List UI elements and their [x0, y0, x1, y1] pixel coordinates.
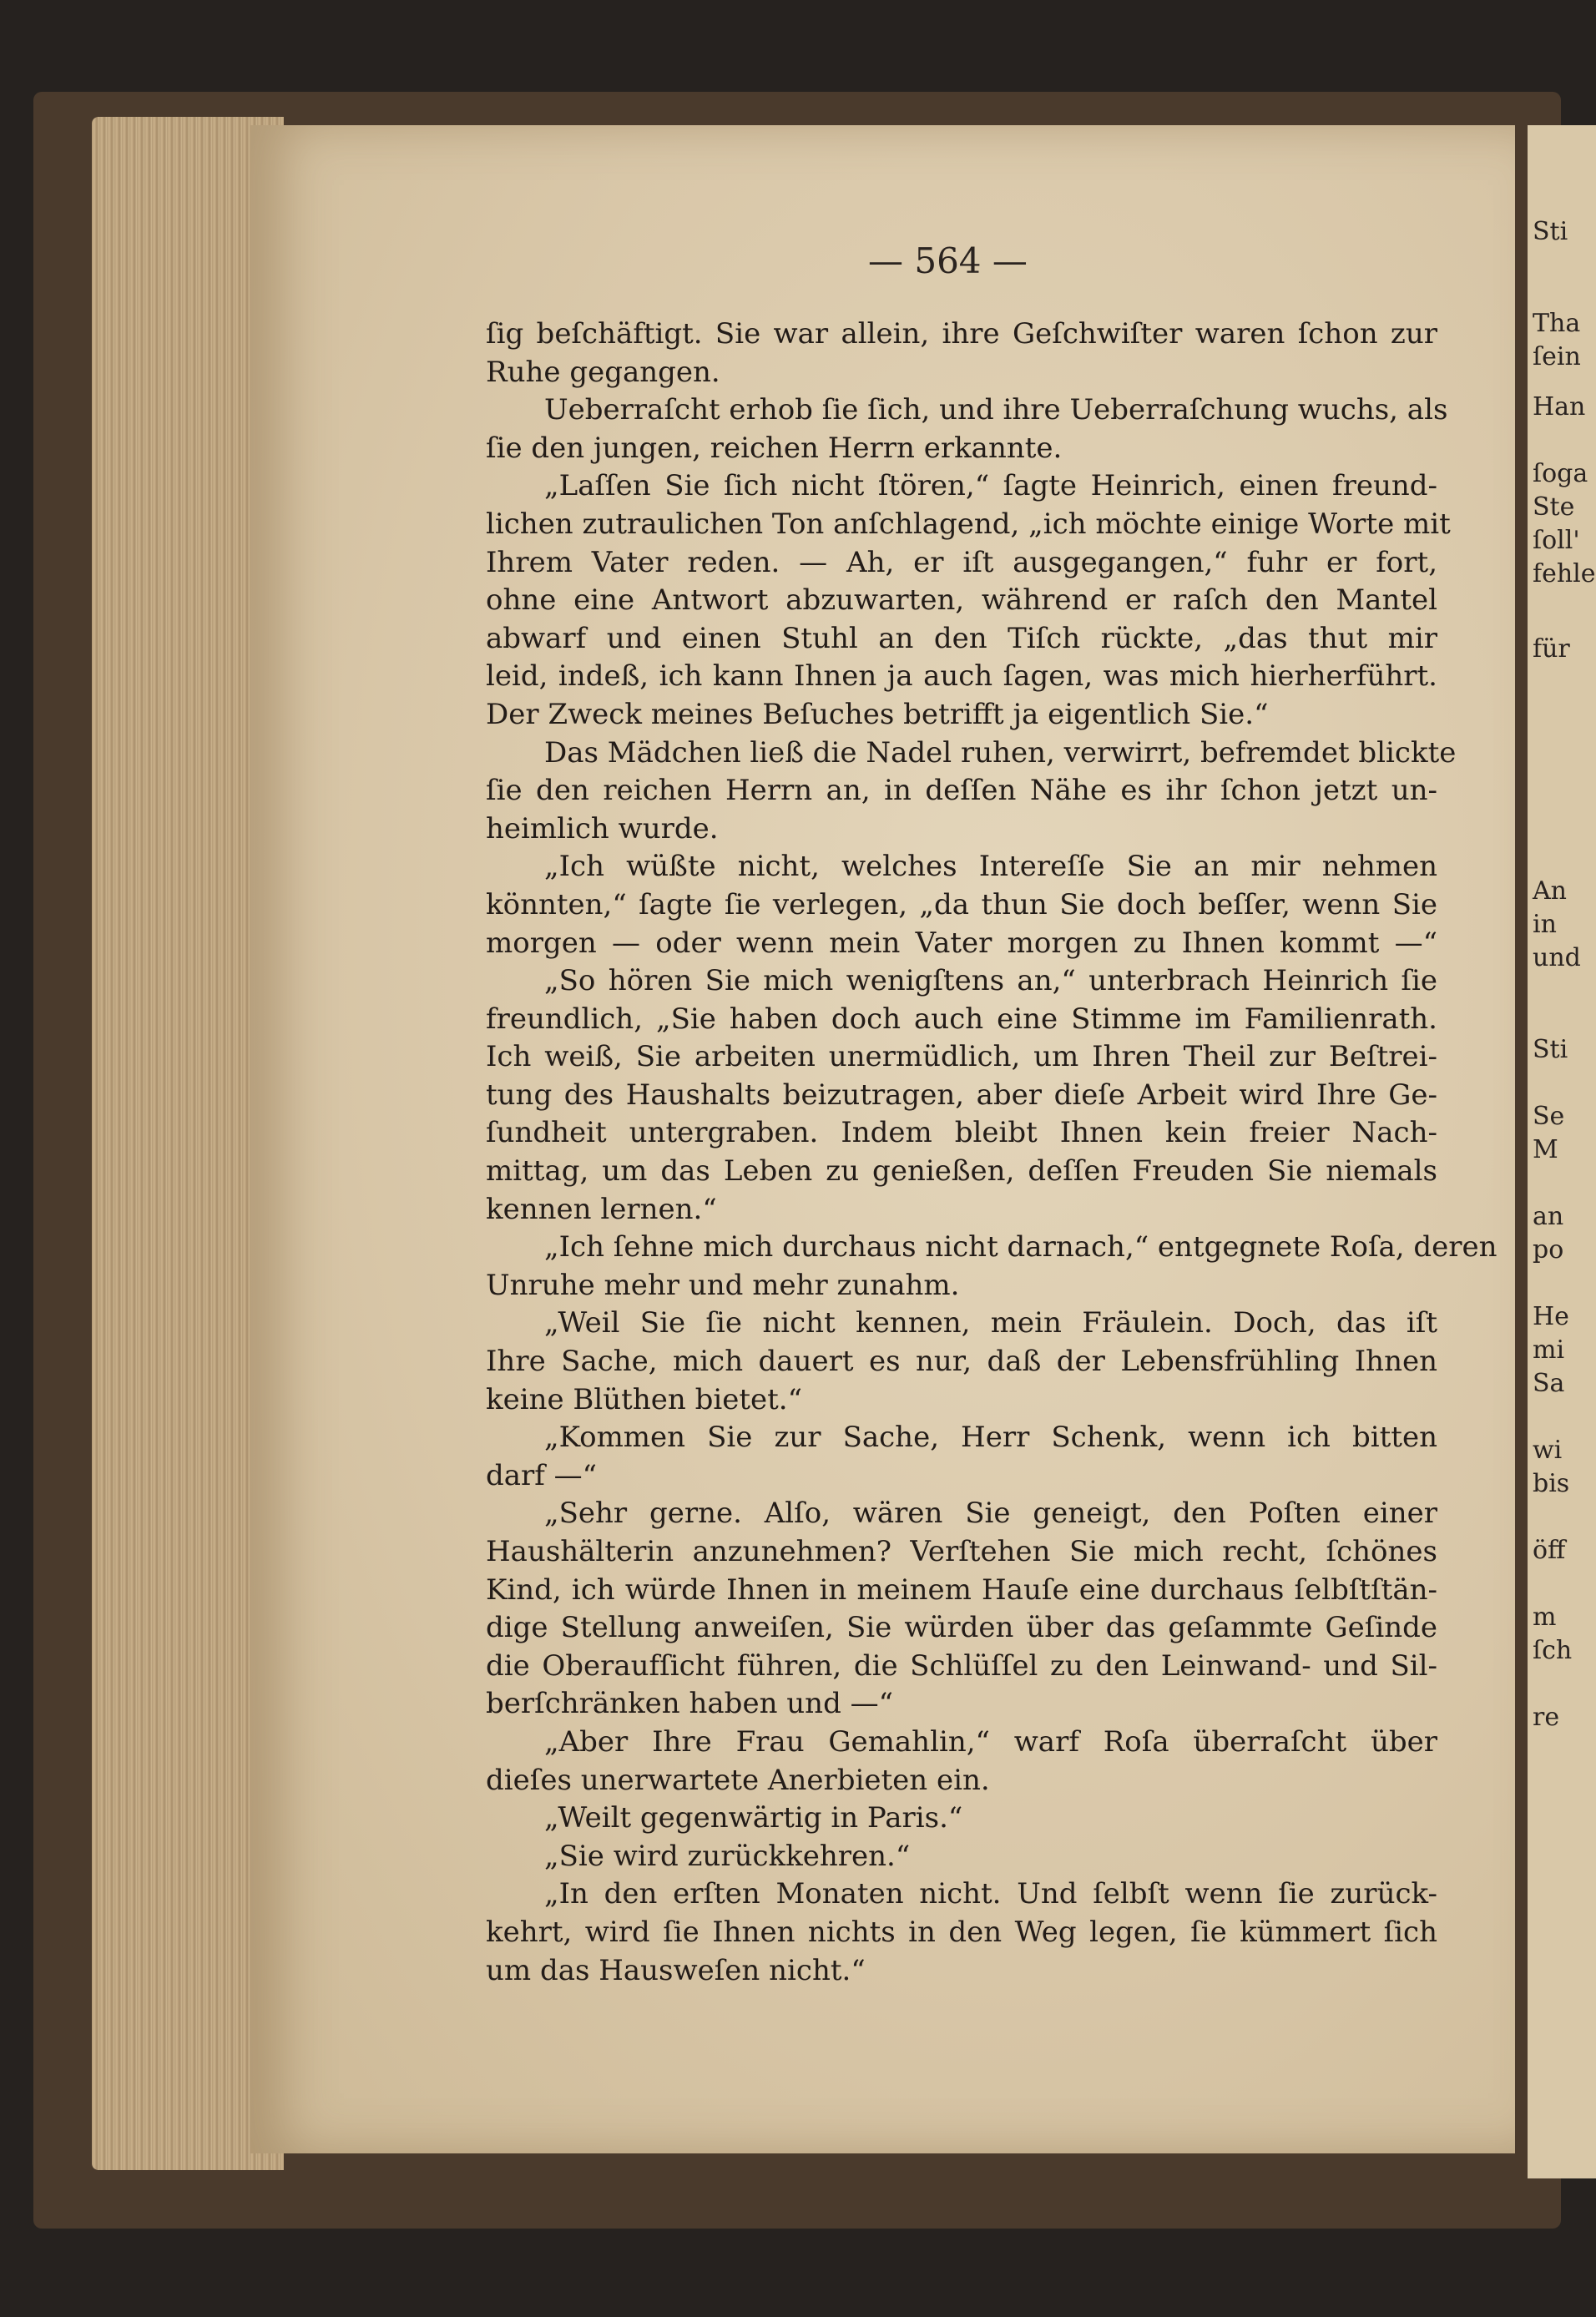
text-line: keine Blüthen bietet.“ [486, 1382, 802, 1416]
text-line: abwarf und einen Stuhl an den Tiſch rückte, „das thut mir [486, 621, 1437, 655]
text-line: die Oberaufſicht führen, die Schlüſſel zu den Leinwand- und Sil- [486, 1648, 1437, 1683]
next-page-fragment: Se [1533, 1102, 1565, 1131]
next-page-fragment: an [1533, 1202, 1564, 1231]
next-page-fragment: He [1533, 1302, 1569, 1331]
text-line: kennen lernen.“ [486, 1192, 717, 1226]
next-page-fragment: po [1533, 1235, 1564, 1265]
text-line: Ihrem Vater reden. — Ah, er iſt ausgegangen,“ fuhr er fort, [486, 545, 1437, 579]
text-line: kehrt, wird ſie Ihnen nichts in den Weg legen, ſie kümmert ſich [486, 1915, 1437, 1949]
text-line: könnten,“ ſagte ſie verlegen, „da thun Sie doch beſſer, wenn Sie [486, 887, 1437, 921]
text-line: leid, indeß, ich kann Ihnen ja auch ſagen, was mich hierherführt. [486, 659, 1437, 694]
text-line: ſie den jungen, reichen Herrn erkannte. [486, 431, 1063, 465]
text-line: ſie den reichen Herrn an, in deſſen Nähe es ihr ſchon jetzt un- [486, 774, 1437, 808]
page-number: — 564 — [868, 240, 1028, 281]
text-line: ſig beſchäftigt. Sie war allein, ihre Geſchwiſter waren ſchon zur [486, 317, 1437, 351]
text-line: „Ich ſehne mich durchaus nicht darnach,“ entgegnete Roſa, deren [544, 1230, 1498, 1265]
text-line: dige Stellung anweiſen, Sie würden über das geſammte Geſinde [486, 1611, 1437, 1645]
text-line: Ich weiß, Sie arbeiten unermüdlich, um Ihren Theil zur Beſtrei- [486, 1040, 1437, 1074]
text-line: berſchränken haben und —“ [486, 1687, 894, 1721]
next-page-fragment: mi [1533, 1335, 1565, 1365]
text-line: ohne eine Antwort abzuwarten, während er raſch den Mantel [486, 583, 1437, 618]
next-page-fragment: ſoll' [1533, 526, 1580, 555]
text-line: „So hören Sie mich wenigſtens an,“ unterbrach Heinrich ſie [544, 964, 1437, 998]
next-page-fragment: m [1533, 1603, 1557, 1632]
text-line: Unruhe mehr und mehr zunahm. [486, 1268, 960, 1302]
next-page-fragment: ſch [1533, 1636, 1573, 1665]
next-page-fragment: bis [1533, 1469, 1570, 1498]
text-line: darf —“ [486, 1458, 598, 1492]
text-line: „Weil Sie ſie nicht kennen, mein Fräulein. Doch, das iſt [544, 1306, 1437, 1340]
text-line: tung des Haushalts beizutragen, aber dieſe Arbeit wird Ihre Ge- [486, 1078, 1437, 1112]
next-page-fragment: An [1533, 876, 1567, 906]
text-line: „Ich wüßte nicht, welches Intereſſe Sie an mir nehmen [544, 850, 1437, 884]
next-page-fragment: und [1533, 943, 1581, 972]
text-line: freundlich, „Sie haben doch auch eine Stimme im Familienrath. [486, 1002, 1437, 1036]
text-line: ſundheit untergraben. Indem bleibt Ihnen kein freier Nach- [486, 1116, 1437, 1150]
next-page-fragment: re [1533, 1703, 1560, 1732]
next-page-fragment: ſoga [1533, 459, 1588, 488]
next-page-edge [1528, 125, 1596, 2178]
text-line: um das Hausweſen nicht.“ [486, 1953, 866, 1987]
next-page-fragment: wi [1533, 1436, 1563, 1465]
next-page-fragment: Sa [1533, 1369, 1565, 1398]
text-line: „Sie wird zurückkehren.“ [544, 1839, 911, 1873]
text-line: Der Zweck meines Beſuches betrifft ja eigentlich Sie.“ [486, 697, 1269, 731]
next-page-fragment: fehle [1533, 559, 1596, 588]
text-line: Ueberraſcht erhob ſie ſich, und ihre Ueberraſchung wuchs, als [544, 393, 1448, 427]
next-page-fragment: Ste [1533, 492, 1575, 522]
text-line: Ihre Sache, mich dauert es nur, daß der Lebensfrühling Ihnen [486, 1345, 1437, 1379]
text-line: lichen zutraulichen Ton anſchlagend, „ich möchte einige Worte mit [486, 507, 1451, 541]
text-line: mittag, um das Leben zu genießen, deſſen Freuden Sie niemals [486, 1154, 1437, 1189]
text-line: dieſes unerwartete Anerbieten ein. [486, 1763, 990, 1797]
text-line: Haushälterin anzunehmen? Verſtehen Sie mich recht, ſchönes [486, 1535, 1437, 1568]
text-line: Ruhe gegangen. [486, 355, 720, 389]
next-page-fragment: Han [1533, 392, 1586, 422]
next-page-fragment: in [1533, 910, 1557, 939]
next-page-fragment: Sti [1533, 1035, 1568, 1064]
text-line: heimlich wurde. [486, 811, 719, 846]
text-line: „Laſſen Sie ſich nicht ſtören,“ ſagte Heinrich, einen freund- [544, 469, 1437, 503]
text-line: „Kommen Sie zur Sache, Herr Schenk, wenn ich bitten [544, 1421, 1437, 1455]
text-line: „Sehr gerne. Alſo, wären Sie geneigt, den Poſten einer [544, 1497, 1437, 1531]
text-line: „In den erſten Monaten nicht. Und ſelbſt wenn ſie zurück- [544, 1877, 1437, 1911]
text-line: Das Mädchen ließ die Nadel ruhen, verwirrt, befremdet blickte [544, 735, 1457, 770]
page-text [486, 315, 1498, 1990]
text-line: morgen — oder wenn mein Vater morgen zu Ihnen kommt —“ [486, 926, 1437, 960]
text-line: „Weilt gegenwärtig in Paris.“ [544, 1801, 963, 1835]
next-page-fragment: Tha [1533, 309, 1581, 338]
next-page-fragment: Sti [1533, 217, 1568, 246]
next-page-fragment: öff [1533, 1536, 1566, 1565]
next-page-fragment: M [1533, 1135, 1558, 1164]
text-line: Kind, ich würde Ihnen in meinem Hauſe eine durchaus ſelbſtſtän- [486, 1572, 1437, 1607]
text-line: „Aber Ihre Frau Gemahlin,“ warf Roſa überraſcht über [544, 1724, 1437, 1759]
next-page-fragment: für [1533, 634, 1570, 664]
next-page-fragment: ſein [1533, 342, 1581, 371]
